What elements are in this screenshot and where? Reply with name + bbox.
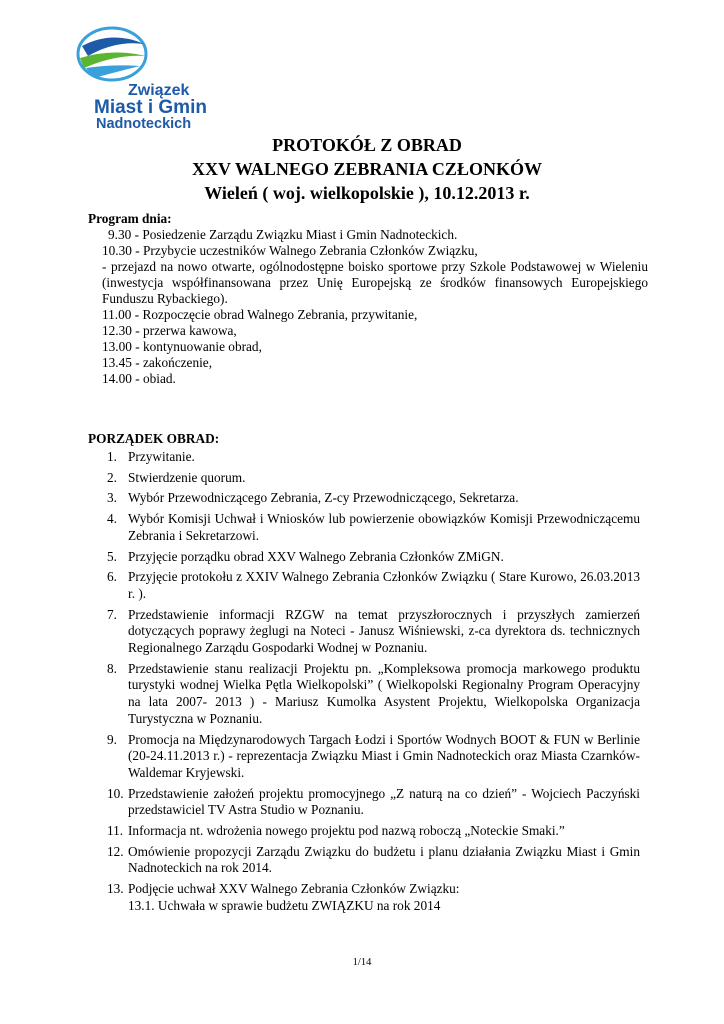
program-item: 12.30 - przerwa kawowa,	[102, 323, 237, 338]
program-section	[88, 211, 648, 387]
logo	[62, 26, 212, 146]
program-item: 11.00 - Rozpoczęcie obrad Walnego Zebrania, przywitanie,	[102, 307, 418, 322]
agenda-item: 13. Podjęcie uchwał XXV Walnego Zebrania Członków Związku: 13.1. Uchwała w sprawie budżetu ZWIĄZKU na rok 2014	[107, 881, 640, 914]
agenda-item: 9. Promocja na Międzynarodowych Targach Łodzi i Sportów Wodnych BOOT & FUN w Berlinie (20-24.11.2013 r.) - reprezentacja Związku Miast i Gmin Nadnoteckich oraz Miasta Czarnków- Waldemar Kryjewski.	[107, 731, 640, 780]
title-line1: PROTOKÓŁ Z OBRAD	[272, 135, 462, 155]
title-line3: Wieleń ( woj. wielkopolskie ), 10.12.2013 r.	[204, 183, 530, 203]
agenda-item: 1. Przywitanie.	[107, 449, 195, 464]
agenda-item: 12. Omówienie propozycji Zarządu Związku do budżetu i planu działania Związku Miast i Gmin Nadnoteckich na rok 2014.	[107, 843, 640, 876]
program-item: 10.30 - Przybycie uczestników Walnego Zebrania Członków Związku,	[102, 243, 478, 258]
agenda-item: 7. Przedstawienie informacji RZGW na temat przyszłorocznych i przyszłych zamierzeń dotyczących poprawy żeglugi na Noteci - Janusz Wiśniewski, z-ca dyrektora ds. technicznych Regionalnego Zarządu Gospodarki Wodnej w Poznaniu.	[107, 606, 640, 656]
page-number: 1/14	[352, 957, 372, 968]
program-label: Program dnia:	[88, 211, 172, 226]
agenda-list	[107, 449, 640, 919]
program-item: 13.45 - zakończenie,	[102, 355, 213, 370]
agenda-item: 6. Przyjęcie protokołu z XXIV Walnego Zebrania Członków Związku ( Stare Kurowo, 26.03.2013 r. ).	[107, 569, 640, 601]
program-item: 13.00 - kontynuowanie obrad,	[102, 339, 262, 354]
agenda-item: 4. Wybór Komisji Uchwał i Wniosków lub powierzenie obowiązków Komisji Przewodniczącemu Zebrania i Sekretarzowi.	[107, 511, 640, 543]
agenda-item: 2. Stwierdzenie quorum.	[107, 469, 246, 485]
logo-line2: Miast i Gmin	[94, 97, 207, 118]
title-line2: XXV WALNEGO ZEBRANIA CZŁONKÓW	[192, 159, 542, 179]
program-item: 9.30 - Posiedzenie Zarządu Związku Miast i Gmin Nadnoteckich.	[108, 227, 458, 242]
agenda-item: 11. Informacja nt. wdrożenia nowego projektu pod nazwą roboczą „Noteckie Smaki.”	[107, 823, 565, 839]
agenda-item: 10. Przedstawienie założeń projektu promocyjnego „Z naturą na co dzień” - Wojciech Paczyński przedstawiciel TV Astra Studio w Poznaniu.	[107, 785, 640, 818]
agenda-title: PORZĄDEK OBRAD:	[88, 431, 220, 446]
agenda-item: 5. Przyjęcie porządku obrad XXV Walnego Zebrania Członków ZMiGN.	[107, 548, 504, 564]
logo-emblem-icon	[72, 26, 152, 88]
agenda-item: 3. Wybór Przewodniczącego Zebrania, Z-cy Przewodniczącego, Sekretarza.	[107, 490, 519, 506]
program-item: 14.00 - obiad.	[102, 371, 176, 386]
agenda-subitem: 13.1. Uchwała w sprawie budżetu ZWIĄZKU na rok 2014	[128, 897, 441, 913]
document-title	[0, 133, 724, 205]
logo-line1: Związek	[128, 82, 190, 99]
program-item: - przejazd na nowo otwarte, ogólnodostępne boisko sportowe przy Szkole Podstawowej w Wieleniu (inwestycja współfinansowana przez Unię Europejską ze środków finansowych Europejskiego Funduszu Rybackiego).	[102, 259, 648, 306]
logo-line3: Nadnoteckich	[96, 116, 192, 132]
agenda-item: 8. Przedstawienie stanu realizacji Projektu pn. „Kompleksowa promocja markowego produktu turystyki wodnej Wielka Pętla Wielkopolski” ( Wielkopolski Regionalny Program Operacyjny na lata 2007- 2013 ) - Mariusz Kumolka Asystent Projektu, Wielkopolska Organizacja Turystyczna w Poznaniu.	[107, 660, 640, 726]
